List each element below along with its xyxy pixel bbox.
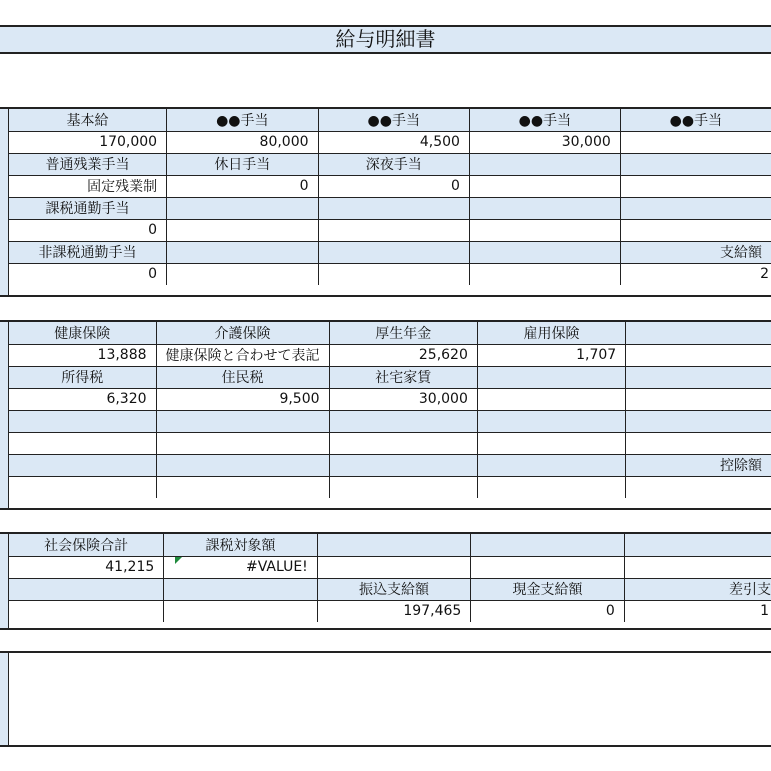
value-empty[interactable]	[318, 263, 469, 285]
label-taxable-commute: 課税通勤手当	[9, 197, 167, 219]
value-empty[interactable]	[317, 556, 471, 578]
table-row	[9, 153, 771, 175]
label-empty	[626, 366, 771, 388]
value-care-insurance-note[interactable]: 健康保険と合わせて表記	[156, 344, 329, 366]
value-empty[interactable]	[469, 263, 620, 285]
value-empty[interactable]	[471, 556, 625, 578]
value-empty[interactable]	[626, 344, 771, 366]
value-empty[interactable]	[156, 432, 329, 454]
label-income-tax: 所得税	[9, 366, 157, 388]
table-row	[9, 175, 771, 197]
label-bank-transfer: 振込支給額	[317, 578, 471, 600]
label-allowance-2: ●●手当	[318, 109, 469, 131]
label-empty	[156, 410, 329, 432]
value-empty[interactable]	[164, 600, 318, 622]
label-allowance-3: ●●手当	[469, 109, 620, 131]
label-social-insurance-total: 社会保険合計	[9, 534, 164, 556]
table-row	[9, 241, 771, 263]
value-empty[interactable]	[626, 432, 771, 454]
payments-section	[0, 107, 771, 297]
label-empty	[620, 197, 771, 219]
label-empty	[469, 241, 620, 263]
value-nontaxable-commute[interactable]: 0	[9, 263, 167, 285]
value-allowance-2[interactable]: 4,500	[318, 131, 469, 153]
value-empty[interactable]	[624, 556, 771, 578]
value-social-insurance-total[interactable]: 41,215	[9, 556, 164, 578]
value-empty[interactable]	[477, 432, 625, 454]
value-empty[interactable]	[9, 432, 157, 454]
value-total-deduction[interactable]	[626, 476, 771, 498]
value-pension[interactable]: 25,620	[329, 344, 477, 366]
label-empty	[318, 241, 469, 263]
label-empty	[626, 410, 771, 432]
error-indicator-icon	[175, 557, 182, 564]
label-empty	[329, 454, 477, 476]
value-allowance-4[interactable]	[620, 131, 771, 153]
table-row	[9, 366, 771, 388]
label-empty	[167, 241, 318, 263]
value-empty[interactable]	[9, 600, 164, 622]
label-total-payment: 支給額	[620, 241, 771, 263]
label-empty	[477, 366, 625, 388]
value-allowance-3[interactable]: 30,000	[469, 131, 620, 153]
deductions-table	[8, 322, 771, 498]
label-empty	[477, 410, 625, 432]
label-empty	[167, 197, 318, 219]
label-resident-tax: 住民税	[156, 366, 329, 388]
label-nontaxable-commute: 非課税通勤手当	[9, 241, 167, 263]
value-income-tax[interactable]: 6,320	[9, 388, 157, 410]
label-allowance-1: ●●手当	[167, 109, 318, 131]
label-empty	[318, 197, 469, 219]
label-cash-payment: 現金支給額	[471, 578, 625, 600]
label-health-insurance: 健康保険	[9, 322, 157, 344]
value-empty[interactable]	[477, 476, 625, 498]
value-night-allowance[interactable]: 0	[318, 175, 469, 197]
table-row	[9, 476, 771, 498]
payments-table	[8, 109, 771, 285]
table-row	[9, 388, 771, 410]
value-empty[interactable]	[469, 175, 620, 197]
table-row	[9, 219, 771, 241]
table-row	[9, 197, 771, 219]
table-row	[9, 600, 771, 622]
label-night-allowance: 深夜手当	[318, 153, 469, 175]
value-empty[interactable]	[626, 388, 771, 410]
value-bank-transfer[interactable]: 197,465	[317, 600, 471, 622]
value-overtime[interactable]: 固定残業制	[9, 175, 167, 197]
label-empty	[469, 197, 620, 219]
table-row	[9, 534, 771, 556]
label-empty	[626, 322, 771, 344]
memo-area[interactable]	[0, 651, 771, 747]
value-cash-payment[interactable]: 0	[471, 600, 625, 622]
label-overtime: 普通残業手当	[9, 153, 167, 175]
value-empty[interactable]	[477, 388, 625, 410]
value-empty[interactable]	[620, 219, 771, 241]
value-empty[interactable]	[329, 476, 477, 498]
label-empty	[9, 578, 164, 600]
value-allowance-1[interactable]: 80,000	[167, 131, 318, 153]
label-basic-salary: 基本給	[9, 109, 167, 131]
value-company-housing[interactable]: 30,000	[329, 388, 477, 410]
value-holiday-allowance[interactable]: 0	[167, 175, 318, 197]
label-pension: 厚生年金	[329, 322, 477, 344]
value-empty[interactable]	[329, 432, 477, 454]
table-row	[9, 322, 771, 344]
table-row	[9, 432, 771, 454]
value-resident-tax[interactable]: 9,500	[156, 388, 329, 410]
label-total-deduction: 控除額	[626, 454, 771, 476]
page-title: 給与明細書	[0, 25, 771, 54]
table-row	[9, 556, 771, 578]
label-empty	[469, 153, 620, 175]
value-empty[interactable]	[318, 219, 469, 241]
value-empty[interactable]	[9, 476, 157, 498]
table-row	[9, 410, 771, 432]
value-empty[interactable]	[156, 476, 329, 498]
table-row	[9, 578, 771, 600]
label-empty	[317, 534, 471, 556]
label-holiday-allowance: 休日手当	[167, 153, 318, 175]
totals-table	[8, 534, 771, 622]
label-net-payment: 差引支	[624, 578, 771, 600]
value-taxable-amount[interactable]: #VALUE!	[164, 556, 318, 578]
label-taxable-amount: 課税対象額	[164, 534, 318, 556]
totals-section	[0, 532, 771, 630]
table-row	[9, 109, 771, 131]
value-taxable-commute[interactable]: 0	[9, 219, 167, 241]
label-empty	[624, 534, 771, 556]
value-empty[interactable]	[620, 175, 771, 197]
label-empty	[9, 410, 157, 432]
table-row	[9, 344, 771, 366]
value-employment-insurance[interactable]: 1,707	[477, 344, 625, 366]
label-empty	[329, 410, 477, 432]
deductions-section	[0, 320, 771, 510]
label-empty	[164, 578, 318, 600]
label-allowance-4: ●●手当	[620, 109, 771, 131]
value-empty[interactable]	[167, 263, 318, 285]
table-row	[9, 131, 771, 153]
label-care-insurance: 介護保険	[156, 322, 329, 344]
label-empty	[471, 534, 625, 556]
label-empty	[477, 454, 625, 476]
value-health-insurance[interactable]: 13,888	[9, 344, 157, 366]
value-basic-salary[interactable]: 170,000	[9, 131, 167, 153]
label-empty	[156, 454, 329, 476]
value-empty[interactable]	[469, 219, 620, 241]
table-row	[9, 263, 771, 285]
value-empty[interactable]	[167, 219, 318, 241]
table-row	[9, 454, 771, 476]
label-empty	[620, 153, 771, 175]
label-company-housing: 社宅家賃	[329, 366, 477, 388]
label-employment-insurance: 雇用保険	[477, 322, 625, 344]
value-net-payment[interactable]: 1	[624, 600, 771, 622]
value-total-payment[interactable]: 2	[620, 263, 771, 285]
label-empty	[9, 454, 157, 476]
